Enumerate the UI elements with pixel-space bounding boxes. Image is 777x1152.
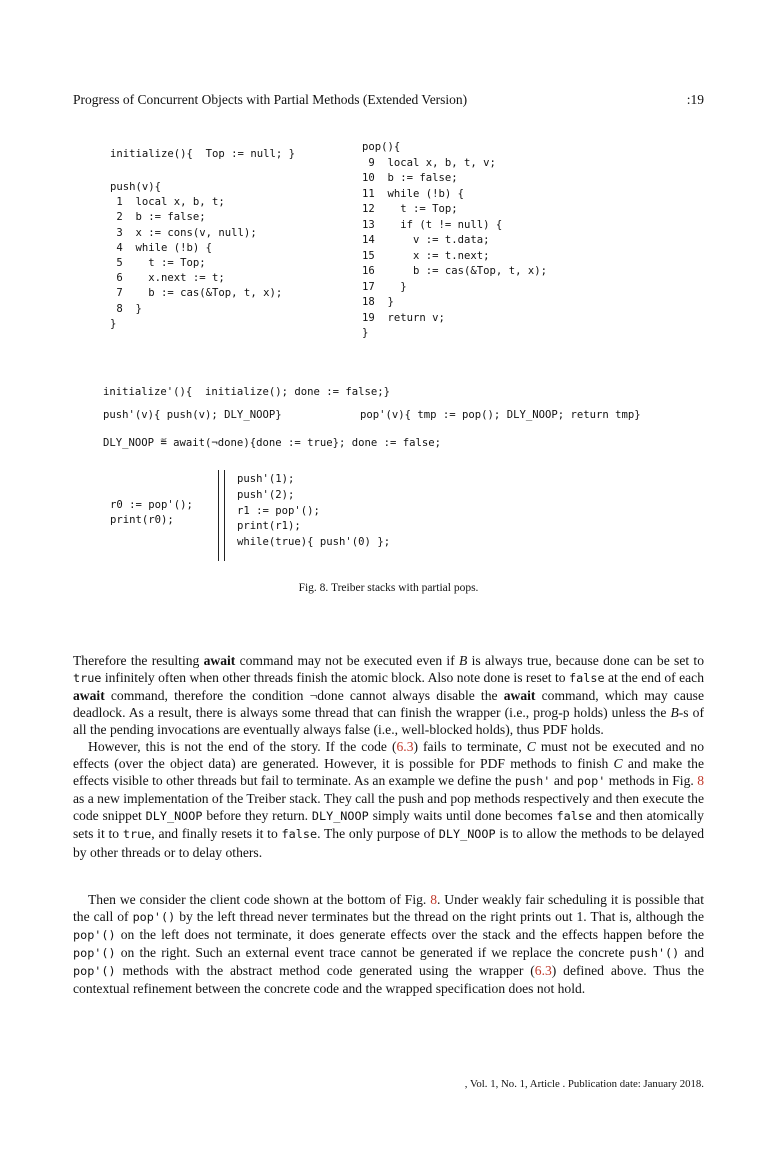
client-right-thread: push'(1); push'(2); r1 := pop'(); print(r1); while(true){ push'(0) }; <box>237 473 391 549</box>
figure-caption: Fig. 8. Treiber stacks with partial pops. <box>298 582 479 594</box>
client-left-thread: r0 := pop'(); print(r0); <box>110 499 193 527</box>
page-number: :19 <box>686 92 704 107</box>
parallel-composition-bars <box>218 470 225 561</box>
code-push-prime: push'(v){ push(v); DLY_NOOP} <box>103 409 282 421</box>
paragraph-2: However, this is not the end of the story. If the code (6.3) fails to terminate, C must not be executed and no effects (over the object data) are generated. However, it is possible for PDF methods to finish C and make the effects visible to other threads but fail to terminate. As an example we define the push' and pop' methods in Fig. 8 as a new implementation of the Treiber stack. They call the push and pop methods respectively and then execute the code snippet DLY_NOOP before they return. DLY_NOOP simply waits until done becomes false and then atomically sets it to true, and finally resets it to false. The only purpose of DLY_NOOP is to allow the methods to be delayed by other threads or to delay others. <box>73 739 705 860</box>
code-pop: pop(){ 9 local x, b, t, v; 10 b := false; 11 while (!b) { 12 t := Top; 13 if (t != null) { 14 v := t.data; 15 x := t.next; 16 b := cas(&Top, t, x); 17 } 18 } 19 return v; } <box>362 141 547 339</box>
running-header <box>73 92 704 108</box>
code-push: push(v){ 1 local x, b, t; 2 b := false; 3 x := cons(v, null); 4 while (!b) { 5 t := Top; 6 x.next := t; 7 b := cas(&Top, t, x); 8 } } <box>110 181 283 330</box>
code-pop-prime: pop'(v){ tmp := pop(); DLY_NOOP; return tmp} <box>360 409 641 421</box>
code-initialize: initialize(){ Top := null; } <box>110 148 295 160</box>
header-title: Progress of Concurrent Objects with Partial Methods (Extended Version) <box>73 92 468 107</box>
code-initialize-prime: initialize'(){ initialize(); done := false;} <box>103 386 391 398</box>
page-footer: , Vol. 1, No. 1, Article . Publication date: January 2018. <box>464 1078 704 1090</box>
paragraph-3: Then we consider the client code shown at the bottom of Fig. 8. Under weakly fair scheduling it is possible that the call of pop'() by the left thread never terminates but the thread on the right prints out 1. That is, although the pop'() on the left does not terminate, it does generate effects over the stack and the effects happen before the pop'() on the right. Such an external event trace cannot be generated if we replace the concrete push'() and pop'() methods with the abstract method code generated using the wrapper (6.3) defined above. Thus the contextual refinement between the concrete code and the wrapped specification does not hold. <box>73 892 704 997</box>
code-dly-noop: DLY_NOOP ≝ await(¬done){done := true}; done := false; <box>103 437 442 449</box>
paragraph-1: Therefore the resulting await command may not be executed even if B is always true, because done can be set to true infinitely often when other threads finish the atomic block. Also note done is reset to false at the end of each await command, therefore the condition ¬done cannot always disable the await command, which may cause deadlock. As a result, there is always some thread that can finish the wrapper (i.e., prog-p holds) unless the B-s of all the pending invocations are eventually always false (i.e., well-blocked holds), thus PDF holds. <box>73 653 704 738</box>
